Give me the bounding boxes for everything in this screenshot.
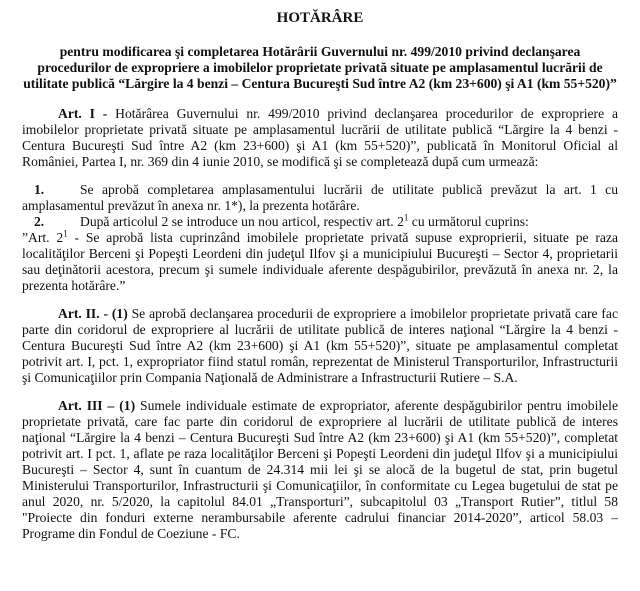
quote-superscript: 1 (63, 228, 68, 239)
article-2 (22, 306, 618, 386)
article-2-heading: Art. II. - (1) (58, 306, 128, 321)
article-1-text: Hotărârea Guvernului nr. 499/2010 privind declanşarea procedurilor de expropriere a imobilelor proprietate privată situate pe amplasamentul lucrării de utilitate publică “Lărgire la 4 benzi - Centura Bucureşti Sud între A2 (km 23+600) şi A1 (km 55+520)”, publicată în Monitorul Oficial al României, Partea I, nr. 369 din 4 iunie 2010, se modifică şi se completează după cum urmează: (22, 106, 618, 169)
article-1-point-1 (22, 182, 618, 214)
quote-text-a: ”Art. 2 (22, 230, 64, 245)
article-3 (22, 398, 618, 542)
point-2-text-b: cu următorul cuprins: (408, 214, 529, 229)
point-2-number: 2. (34, 214, 45, 229)
point-1-text: Se aprobă completarea amplasamentului lucrării de utilitate publică prevăzut la art. 1 cu amplasamentul prevăzut în anexa nr. 1*), la prezenta hotărâre. (22, 182, 618, 213)
point-2-superscript: 1 (403, 212, 409, 223)
article-3-text: Sumele individuale estimate de expropriator, aferente despăgubirilor pentru imobilele proprietate privată, care fac parte din coridorul de expropriere al lucrării de utilitate publică de interes naţional “Lărgire la 4 benzi – Centura Bucureşti Sud între A2 (km 23+600) şi A1 (km 55+520)”, completat potrivit art. I pct. 1, aflate pe raza localităţilor Berceni şi Popeşti Leordeni din judeţul Ilfov şi a municipiului Bucureşti – Sector 4, sunt în cuantum de 24.314 mii lei şi se alocă de la bugetul de stat, prin bugetul Ministerului Transporturilor, Infrastructurii şi Comunicaţiilor, în conformitate cu Legea bugetului de stat pe anul 2020, nr. 5/2020, la capitolul 84.01 „Transporturi”, subcapitolul 03 „Transport Rutier”, titlul 58 "Proiecte din fonduri externe nerambursabile aferente cadrului financiar 2014-2020”, articol 58.03 – Programe din Fondul de Coeziune - FC. (22, 398, 618, 541)
document-title: HOTĂRÂRE (276, 10, 364, 26)
article-1-point-2 (22, 214, 618, 230)
article-1-intro (22, 106, 618, 170)
article-3-heading: Art. III – (1) (58, 398, 136, 413)
article-1-heading: Art. I - (58, 106, 116, 121)
article-2-1-quote (22, 230, 618, 294)
point-2-text-a: După articolul 2 se introduce un nou articol, respectiv art. 2 (80, 214, 404, 229)
point-1-number: 1. (34, 182, 45, 197)
document-subtitle: pentru modificarea şi completarea Hotărârii Guvernului nr. 499/2010 privind declanşarea procedurilor de expropriere a imobilelor proprietate privată situate pe amplasamentul lucrării de utilitate publică “Lărgire la 4 benzi – Centura Bucureşti Sud între A2 (km 23+600) şi A1 (km 55+520)” (23, 44, 617, 91)
quote-text-b: - Se aprobă lista cuprinzând imobilele proprietate privată supuse exproprierii, situate pe raza localităţilor Berceni şi Popeşti Leordeni din judeţul Ilfov şi a municipiului Bucureşti – Sector 4, proprietarii sau deţinătorii acestora, precum şi sumele individuale aferente despăgubirilor, prevăzută în anexa nr. 2, la prezenta hotărâre.” (22, 230, 619, 293)
article-2-text: Se aprobă declanşarea procedurii de expropriere a imobilelor proprietate privată care fac parte din coridorul de expropriere al lucrării de utilitate publică de interes naţional “Lărgire la 4 benzi -Centura Bucureşti Sud între A2 (km 23+600) şi A1 (km 55+520)”, situate pe amplasamentul completat potrivit art. I, pct. 1, expropriator fiind statul român, reprezentat de Ministerul Transporturilor, Infrastructurii şi Comunicaţiilor prin Compania Naţională de Administrare a Infrastructurii Rutiere – S.A. (22, 306, 619, 385)
